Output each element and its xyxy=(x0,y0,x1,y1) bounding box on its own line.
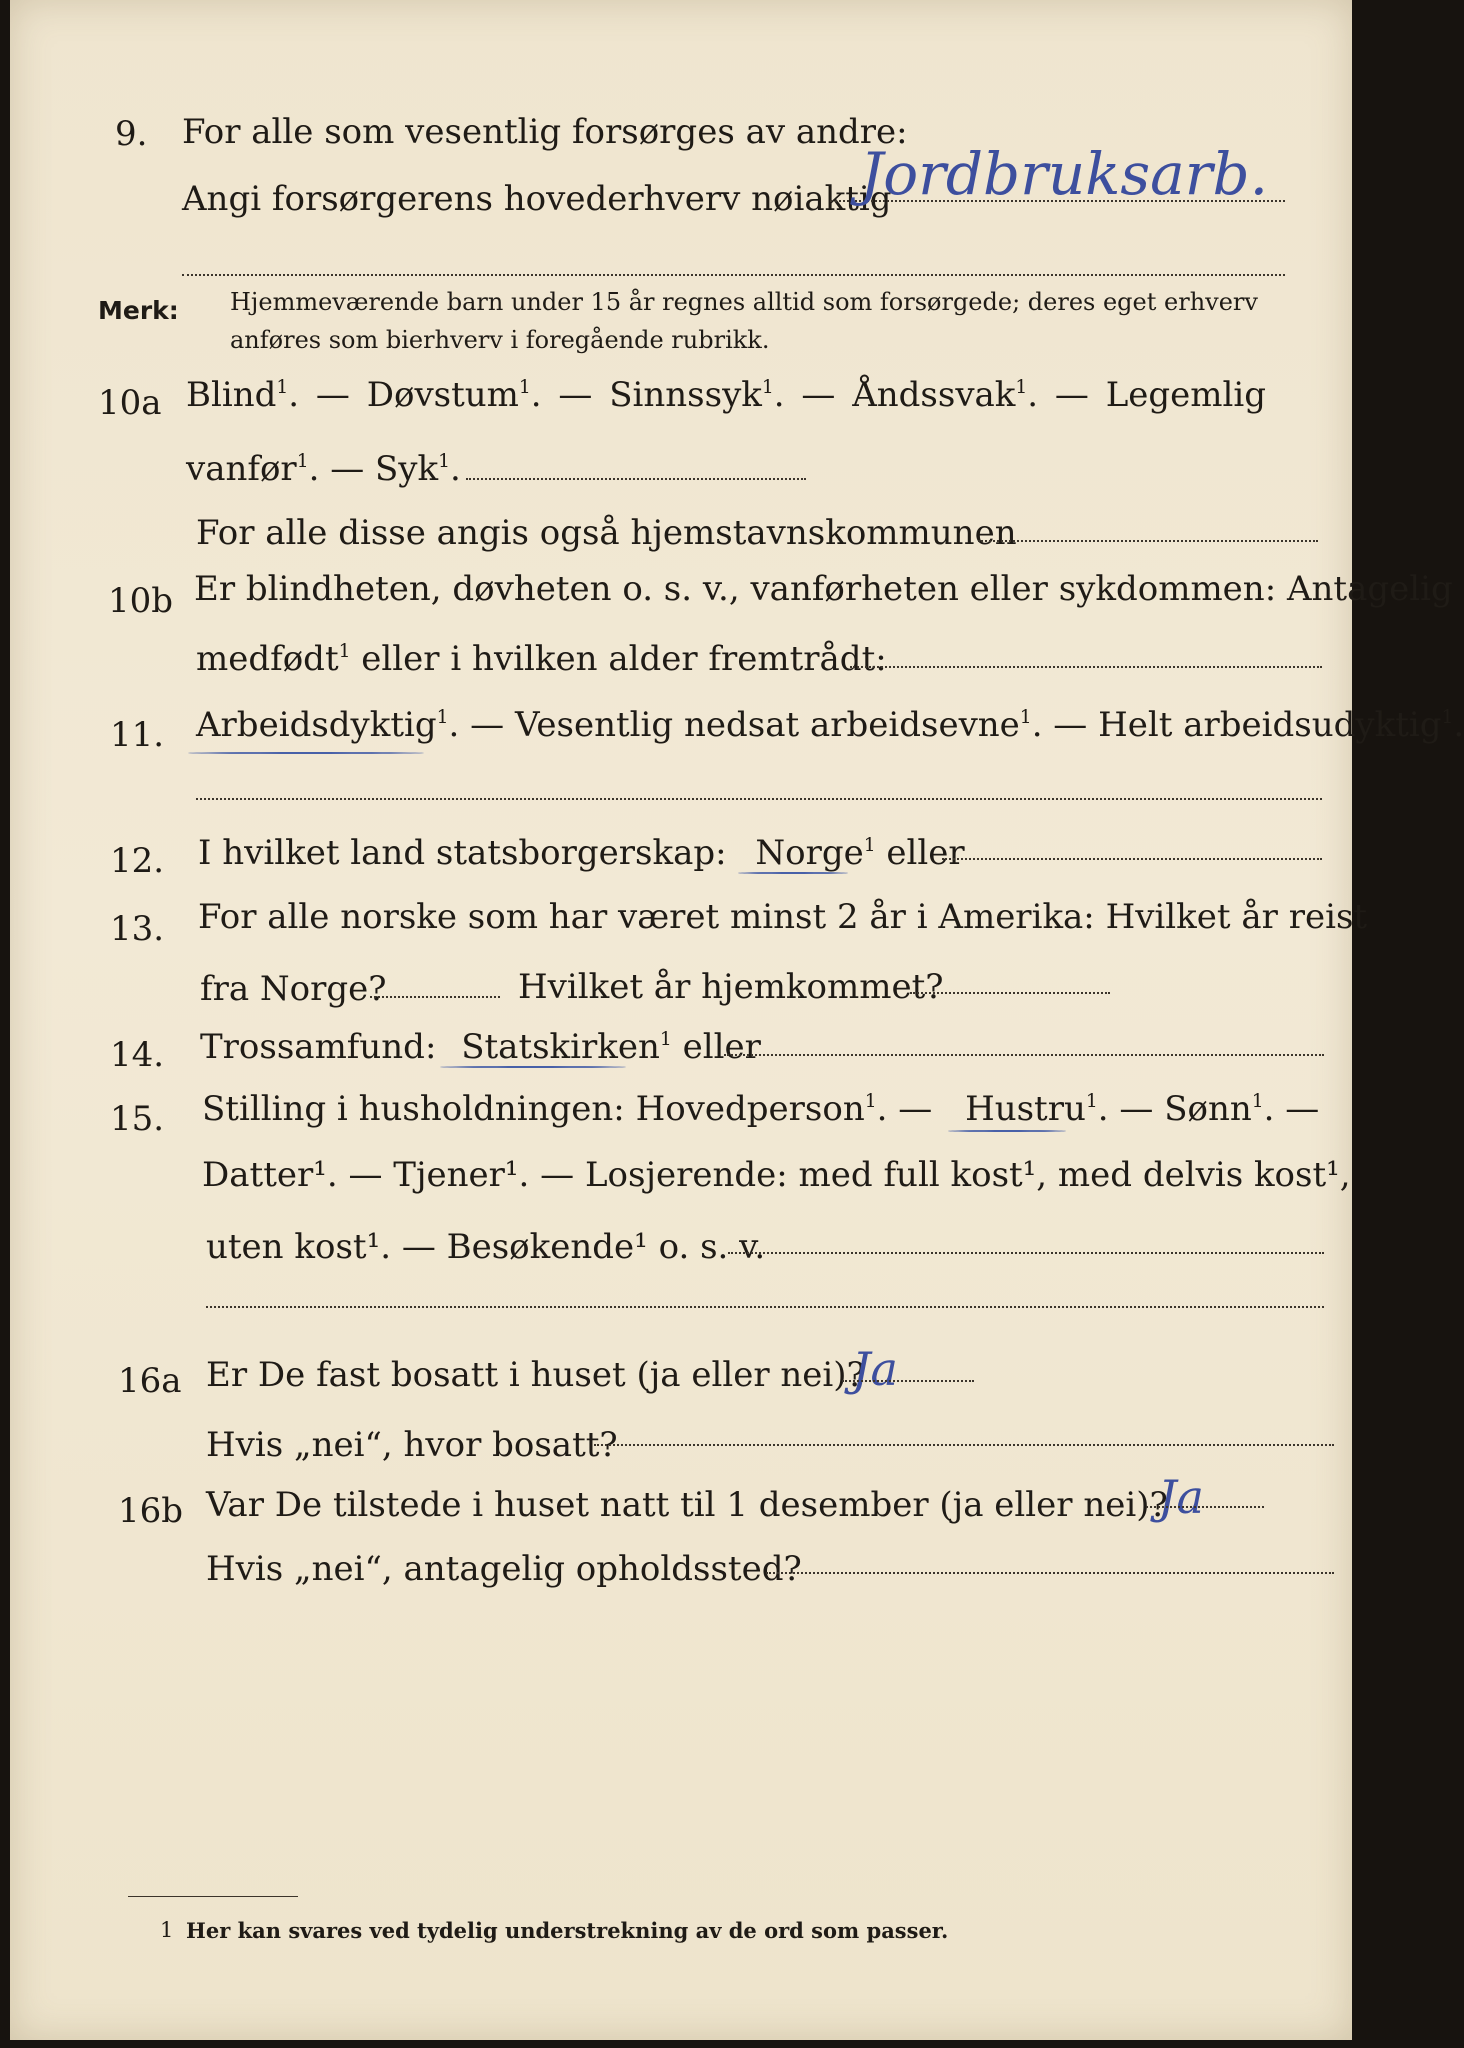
footnote-text: Her kan svares ved tydelig understrekning av de ord som passer. xyxy=(186,1918,949,1943)
merk-line1: Hjemmeværende barn under 15 år regnes alltid som forsørgede; deres eget erhverv xyxy=(230,288,1258,316)
q16a-handwritten-answer: Ja xyxy=(852,1342,898,1396)
q10b-line2: medfødt$^1$ eller i hvilken alder fremtrådt: xyxy=(196,639,887,679)
q13-line1: For alle norske som har været minst 2 år i Amerika: Hvilket år reist xyxy=(198,897,1368,937)
q9-line2: Angi forsørgerens hovederhverv nøiaktig xyxy=(182,179,892,219)
q9-answer-line-2 xyxy=(182,274,1285,276)
q16a-bosatt-line xyxy=(594,1444,1334,1446)
merk-label: Merk: xyxy=(98,296,179,325)
q10a-number: 10a xyxy=(98,383,162,423)
q16b-handwritten-answer: Ja xyxy=(1158,1470,1204,1524)
footnote-rule xyxy=(128,1896,298,1897)
q14-underline-statskirken xyxy=(440,1066,626,1068)
q15-line1: Stilling i husholdningen: Hovedperson$^1$. — Hustru$^1$. — Sønn$^1$. — xyxy=(202,1089,1320,1129)
q16b-answer-line xyxy=(1146,1506,1264,1508)
q15-number: 15. xyxy=(110,1099,165,1139)
q16a-number: 16a xyxy=(118,1361,182,1401)
q9-line1: For alle som vesentlig forsørges av andre: xyxy=(182,112,908,152)
q10b-number: 10b xyxy=(108,581,174,621)
q13-reist-line xyxy=(370,996,500,998)
q15-line2: Datter¹. — Tjener¹. — Losjerende: med full kost¹, med delvis kost¹, xyxy=(202,1155,1351,1195)
q15-answer-line-2 xyxy=(206,1306,1324,1308)
q9-handwritten-answer: Jordbruksarb. xyxy=(860,140,1269,208)
q13-number: 13. xyxy=(110,909,165,949)
q12-answer-line xyxy=(942,858,1322,860)
q15-line3: uten kost¹. — Besøkende¹ o. s. v. xyxy=(206,1227,766,1267)
merk-line2: anføres som bierhverv i foregående rubrikk. xyxy=(230,326,770,354)
q13-line2a: fra Norge? xyxy=(200,969,387,1009)
q12-line: I hvilket land statsborgerskap: Norge$^1$ eller xyxy=(198,833,965,873)
q16a-line2: Hvis „nei“, hvor bosatt? xyxy=(206,1425,618,1465)
q15-underline-hustru xyxy=(948,1130,1066,1132)
q10a-answer-line xyxy=(466,478,806,480)
q12-number: 12. xyxy=(110,841,165,881)
q16b-line1: Var De tilstede i huset natt til 1 desember (ja eller nei)? xyxy=(206,1485,1168,1525)
q10a-line1: Blind$^1$. — Døvstum$^1$. — Sinnssyk$^1$. — Åndssvak$^1$. — Legemlig xyxy=(186,375,1267,415)
q13-hjemkommet-line xyxy=(910,992,1110,994)
footnote-marker: 1 xyxy=(160,1918,174,1942)
q11-answer-line xyxy=(196,798,1322,800)
q10a-line2: vanfør$^1$. — Syk$^1$. xyxy=(186,449,461,489)
q16b-opholdssted-line xyxy=(766,1572,1334,1574)
q16a-line1: Er De fast bosatt i huset (ja eller nei)? xyxy=(206,1355,865,1395)
q16a-answer-line xyxy=(842,1380,974,1382)
census-form-page xyxy=(10,0,1464,2040)
q16b-line2: Hvis „nei“, antagelig opholdssted? xyxy=(206,1549,802,1589)
q11-line: Arbeidsdyktig$^1$. — Vesentlig nedsat arbeidsevne$^1$. — Helt arbeidsudyktig$^1$. xyxy=(196,705,1464,745)
q9-number: 9. xyxy=(115,114,148,154)
q10b-line1: Er blindheten, døvheten o. s. v., vanførheten eller sykdommen: Antagelig xyxy=(194,569,1453,609)
q11-underline-arbeidsdyktig xyxy=(188,752,424,754)
q14-number: 14. xyxy=(110,1035,165,1075)
q15-answer-line xyxy=(728,1252,1324,1254)
q10a-line3: For alle disse angis også hjemstavnskommunen xyxy=(196,513,1017,553)
q14-answer-line xyxy=(724,1054,1324,1056)
q11-number: 11. xyxy=(110,715,165,755)
q10a-hjemstavn-line xyxy=(978,540,1318,542)
q13-line2b: Hvilket år hjemkommet? xyxy=(518,967,944,1007)
q14-line: Trossamfund: Statskirken$^1$ eller xyxy=(200,1027,761,1067)
q10b-answer-line xyxy=(850,666,1322,668)
q12-underline-norge xyxy=(738,872,848,874)
q16b-number: 16b xyxy=(118,1491,184,1531)
